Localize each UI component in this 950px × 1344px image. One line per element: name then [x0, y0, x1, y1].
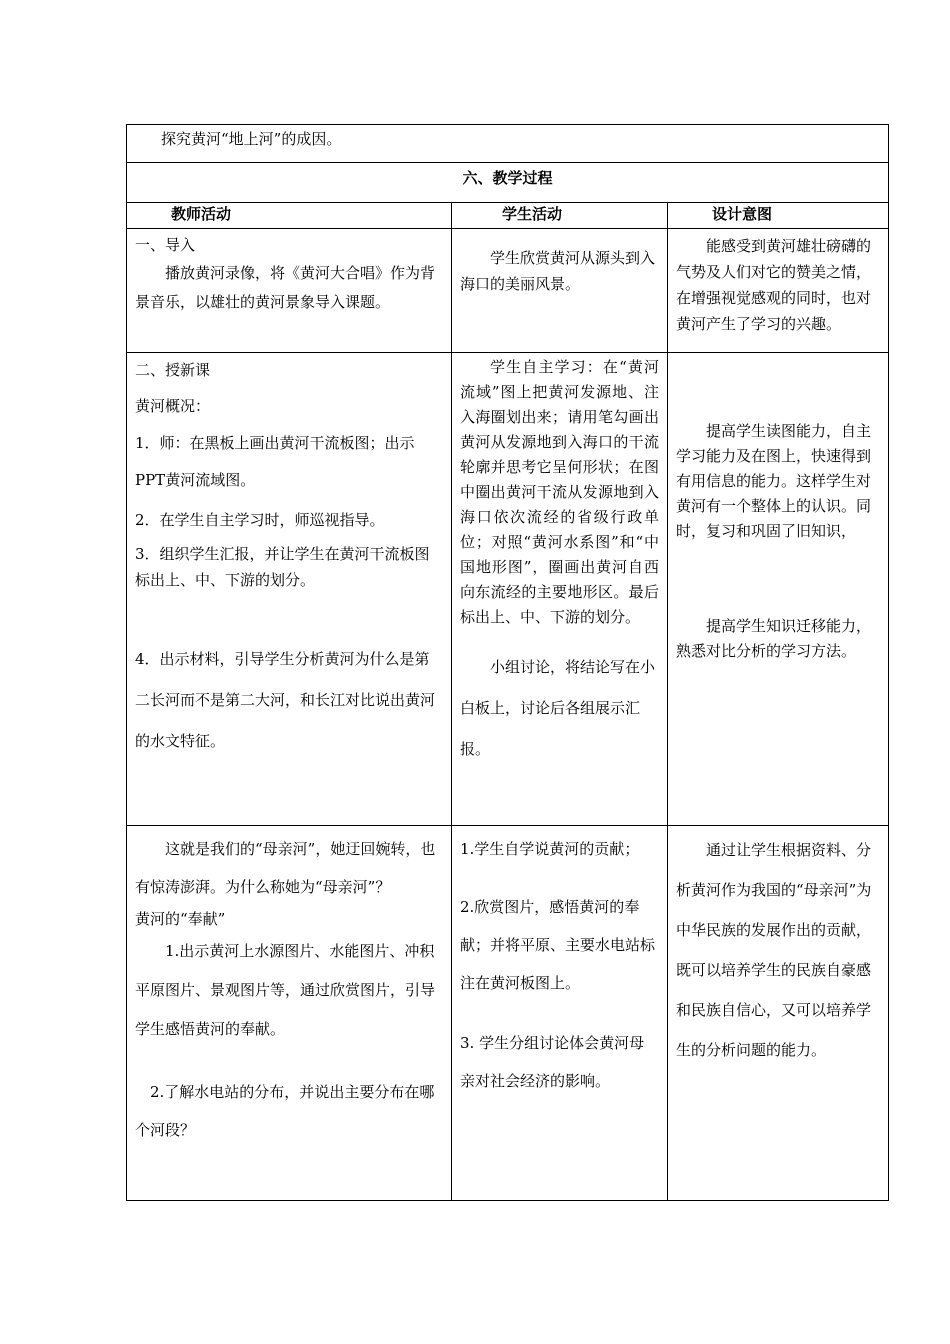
intent-contribution: 通过让学生根据资料、分析黄河作为我国的“母亲河”为中华民族的发展作出的贡献，既可以培养学生的民族自豪感和民族自信心，又可以培养学生的分析问题的能力。	[676, 841, 872, 1059]
contribution-heading: 黄河的“奉献”	[135, 910, 226, 928]
top-note: 探究黄河“地上河”的成因。	[161, 130, 342, 148]
intro-student-text: 学生欣赏黄河从源头到入海口的美丽风景。	[460, 249, 656, 293]
intro-teacher-text: 播放黄河录像，将《黄河大合唱》作为背景音乐，以雄壮的黄河景象导入课题。	[135, 264, 436, 311]
student-contribution-1: 1.学生自学说黄河的贡献；	[460, 840, 640, 858]
intro-intent-text: 能感受到黄河雄壮磅礴的气势及人们对它的赞美之情，在增强视觉感观的同时，也对黄河产生了学习的兴趣。	[676, 237, 872, 333]
header-teacher: 教师活动	[171, 205, 232, 223]
lesson-plan-table	[126, 124, 889, 1201]
student-contribution-2: 2.欣赏图片，感悟黄河的奉献；并将平原、主要水电站标注在黄河板图上。	[460, 898, 656, 992]
intro-heading: 一、导入	[135, 236, 196, 254]
teacher-step-2: 2．在学生自主学习时，师巡视指导。	[135, 511, 385, 529]
intent-reading-skills: 提高学生读图能力，自主学习能力及在图上，快速得到有用信息的能力。这样学生对黄河有一个整体上的认识。同时，复习和巩固了旧知识，	[676, 422, 872, 540]
section-title-row	[127, 163, 889, 203]
section-title: 六、教学过程	[462, 169, 553, 187]
row-intro	[127, 229, 889, 353]
teacher-step-3: 3．组织学生汇报，并让学生在黄河干流板图标出上、中、下游的划分。	[135, 545, 430, 589]
header-intent: 设计意图	[712, 205, 773, 223]
teacher-step-4: 4．出示材料，引导学生分析黄河为什么是第二长河而不是第二大河，和长江对比说出黄河的水文特征。	[135, 650, 436, 750]
row-contribution	[127, 826, 889, 1201]
row-new-lesson	[127, 353, 889, 826]
mother-river-intro: 这就是我们的“母亲河”，她迂回婉转，也有惊涛澎湃。为什么称她为“母亲河”？	[135, 840, 436, 896]
teacher-step-1: 1．师：在黑板上画出黄河干流板图；出示PPT黄河流域图。	[135, 434, 415, 489]
contribution-step-2: 2.了解水电站的分布，并说出主要分布在哪个河段？	[135, 1083, 435, 1139]
student-contribution-3: 3. 学生分组讨论体会黄河母亲对社会经济的影响。	[460, 1034, 645, 1090]
header-row	[127, 203, 889, 229]
student-self-study: 学生自主学习：在“黄河流域”图上把黄河发源地、注入海圈划出来；请用笔勾画出黄河从发源地到入海口的干流轮廓并思考它呈何形状；在图中圈出黄河干流从发源地到入海口依次流经的省级行政单位；对照“黄河水系图”和“中国地形图”，圈画出黄河自西向东流经的主要地形区。最后标出上、中、下游的划分。	[460, 358, 659, 626]
header-student: 学生活动	[502, 205, 563, 223]
overview-heading: 黄河概况：	[135, 397, 211, 415]
new-lesson-heading: 二、授新课	[135, 361, 211, 379]
student-group-discussion: 小组讨论，将结论写在小白板上，讨论后各组展示汇报。	[460, 658, 656, 758]
intent-transfer-skills: 提高学生知识迁移能力，熟悉对比分析的学习方法。	[676, 617, 872, 660]
contribution-step-1: 1.出示黄河上水源图片、水能图片、冲积平原图片、景观图片等，通过欣赏图片，引导学生感悟黄河的奉献。	[135, 942, 436, 1038]
top-note-row	[127, 125, 889, 163]
